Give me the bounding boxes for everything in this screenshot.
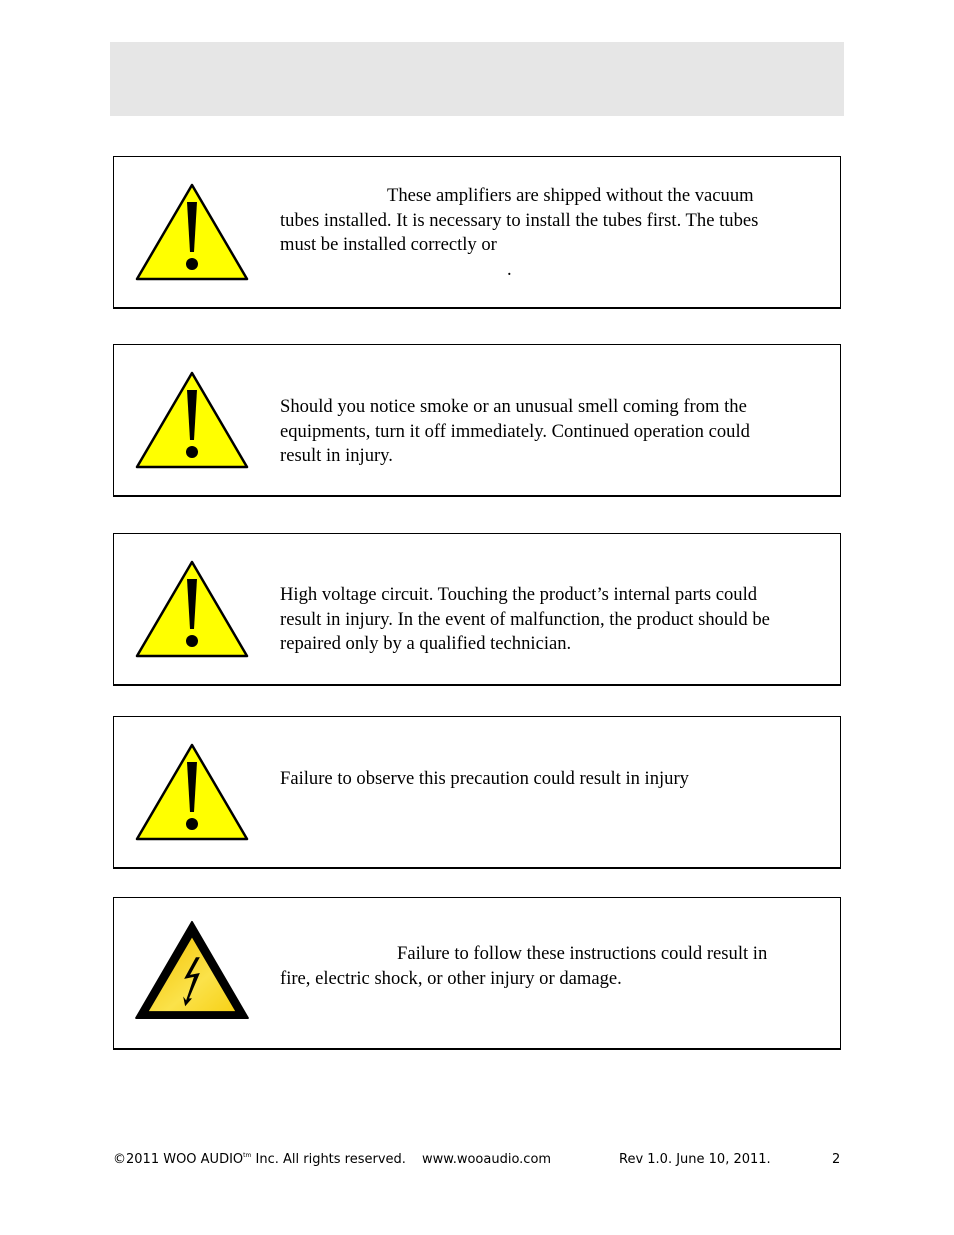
warning-exclamation-icon	[134, 559, 250, 659]
warning-line: tubes installed. It is necessary to install the tubes first. The tubes	[280, 209, 759, 231]
warning-text	[280, 184, 835, 282]
warning-line: High voltage circuit. Touching the product’s internal parts could	[280, 584, 758, 605]
warning-text	[280, 942, 835, 991]
warning-line: must be installed correctly or	[280, 234, 497, 256]
warning-exclamation-icon	[134, 742, 250, 842]
warning-box-smoke	[113, 344, 841, 497]
warning-text	[280, 583, 835, 657]
page-header-bar	[110, 42, 844, 116]
warning-exclamation-icon	[134, 370, 250, 470]
warning-box-electric-shock	[113, 897, 841, 1050]
warning-line: equipments, turn it off immediately. Continued operation could	[280, 420, 750, 442]
warning-box-precaution	[113, 716, 841, 869]
warning-exclamation-icon	[134, 182, 250, 282]
warning-box-tubes	[113, 156, 841, 309]
warning-line: fire, electric shock, or other injury or damage.	[280, 967, 622, 989]
warning-line: These amplifiers are shipped without the vacuum	[387, 185, 754, 206]
warning-line: .	[507, 258, 512, 280]
copyright-text: ©2011 WOO AUDIO	[113, 1152, 244, 1167]
warning-line: result in injury. In the event of malfunction, the product should be	[280, 608, 770, 630]
footer-website: www.wooaudio.com	[422, 1152, 552, 1167]
warning-text	[280, 767, 835, 792]
warning-text	[280, 395, 835, 469]
high-voltage-icon	[134, 920, 250, 1020]
warning-line: Failure to follow these instructions could result in	[397, 943, 768, 964]
warning-line: Failure to observe this precaution could result in injury	[280, 768, 689, 789]
warning-line: repaired only by a qualified technician.	[280, 633, 572, 655]
warning-box-high-voltage	[113, 533, 841, 686]
warning-line: result in injury.	[280, 445, 393, 467]
footer-revision: Rev 1.0. June 10, 2011.	[619, 1152, 771, 1167]
page-number: 2	[832, 1152, 841, 1167]
warning-line: Should you notice smoke or an unusual smell coming from the	[280, 396, 747, 417]
trademark-mark: tm	[243, 1152, 252, 1159]
rights-text: Inc. All rights reserved.	[255, 1152, 406, 1167]
page-footer	[0, 1152, 954, 1172]
footer-copyright	[113, 1152, 406, 1167]
